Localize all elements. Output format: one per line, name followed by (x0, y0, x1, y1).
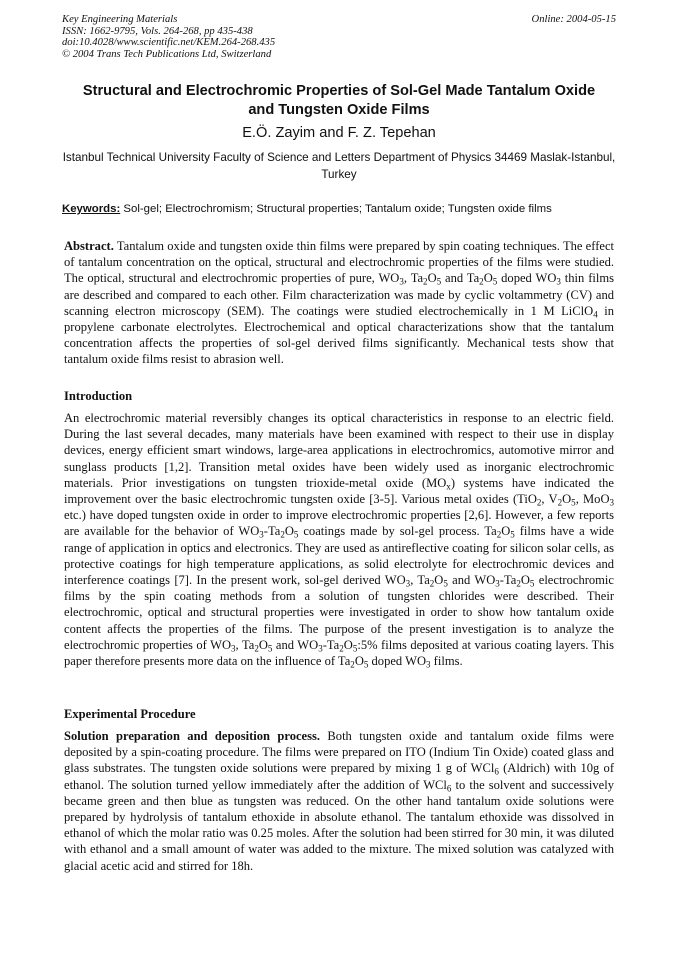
paper-title: Structural and Electrochromic Properties of Sol-Gel Made Tantalum Oxide and Tungsten Oxide Films (82, 83, 596, 118)
issn-line: ISSN: 1662-9795, Vols. 264-268, pp 435-438 (62, 25, 253, 37)
abstract-label: Abstract. (64, 239, 114, 253)
keywords-label: Keywords: (62, 203, 121, 215)
abstract-text: Tantalum oxide and tungsten oxide thin films were prepared by spin coating techniques. The effect of tantalum concentration on the optical, structural and electrochromic properties of the films were studied. The optical, structural and electrochromic properties of pure, $WO_3$, $Ta_2O_5$ and $Ta_2O_5$ doped $WO_3$ thin films are described and compared to each other. Film characterization was made by cyclic voltammetry (CV) and scanning electron microscopy (SEM). The coatings were studied electrochemically in 1 M LiClO$_4$ in propylene carbonate electrolytes. Electrochemical and optical characterizations show that the tantalum concentration affects the properties of sol-gel derived films significantly. Mechanical tests show that tantalum oxide films resist to abrasion well. (64, 239, 615, 367)
journal-name: Key Engineering Materials (62, 14, 178, 25)
doi-line: doi:10.4028/www.scientific.net/KEM.264-268.435 (62, 37, 276, 49)
journal-header (62, 14, 616, 60)
keywords-text: Sol-gel; Electrochromism; Structural properties; Tantalum oxide; Tungsten oxide films (123, 203, 552, 215)
abstract-paragraph (64, 238, 614, 368)
introduction-paragraph: An electrochromic material reversibly changes its optical characteristics in response to an electric field. During the last several decades, many materials have been examined with respect to their use in display devices, energy efficient smart windows, large-area applications in electrochromics, automotive mirror and sunglass products [1,2]. Transition metal oxides have been widely used as inorganic electrochromic materials. Prior investigations on tungsten trioxide-metal oxide $(MO_x)$ systems have indicated the improvement over the basic electrochromic tungsten oxide [3-5]. Various metal oxides (TiO$_2$, $V_2O_5$, MoO$_3$ etc.) have doped tungsten oxide in order to improve electrochromic properties [2,6]. However, a few reports are available for the behavior of $WO_3-Ta_2O_5$ coatings made by sol-gel process. $Ta_2O_5$ films have a wide range of application in optics and electronics. They are used as antireflective coating for silicon solar cells, as protective coatings for high temperature applications, as solid electrolyte for electrochromic devices and interference coatings [7]. In the present work, sol-gel derived $WO_3$, $Ta_2O_5$ and $WO_3-Ta_2O_5$ electrochromic films by the spin coating methods from a solution of tungsten chlorides were described. Their electrochromic, optical and structural properties were investigated in order to show how tantalum oxide content affects the properties of the films. The purpose of the present investigation is to analyze the electrochromic properties of $WO_3$, $Ta_2O_5$ and $WO_3-Ta_2O_5:5\%$ films deposited at various coating layers. This paper therefore presents more data on the influence of $Ta_2O_5$ doped $WO_3$ films. (64, 411, 615, 670)
copyright-line: © 2004 Trans Tech Publications Ltd, Switzerland (62, 48, 272, 60)
introduction-heading: Introduction (64, 389, 133, 403)
solution-preparation-lead: Solution preparation and deposition process. (64, 729, 321, 743)
experimental-heading: Experimental Procedure (64, 707, 196, 721)
experimental-text: Both tungsten oxide and tantalum oxide films were deposited by a spin-coating procedure. The films were prepared on ITO (Indium Tin Oxide) coated glass and glass substrates. The tungsten oxide solutions were prepared by mixing 1 g of WCl$_6$ (Aldrich) with 10g of ethanol. The solution turned yellow immediately after the addition of WCl$_6$ to the solvent and successively became green and then blue as tungsten was reduced. On the other hand tantalum oxide solutions were prepared by hydrolysis of tantalum ethoxide in absolute ethanol. The tantalum ethoxide was dissolved in ethanol of which the molar ratio was 0.25 moles. After the solution had been stirred for 30 min, it was diluted with ethanol and a small amount of water was added to the mixture. The mixed solution was catalyzed with glacial acetic acid and stirred for 18h. (64, 729, 615, 873)
online-date: Online: 2004-05-15 (531, 14, 616, 25)
affiliation: Istanbul Technical University Faculty of Science and Letters Department of Physics 34469 Maslak-Istanbul, Turkey (62, 151, 616, 181)
paper-authors: E.Ö. Zayim and F. Z. Tepehan (242, 125, 436, 141)
experimental-paragraph (64, 728, 614, 874)
keywords-line (62, 202, 616, 217)
